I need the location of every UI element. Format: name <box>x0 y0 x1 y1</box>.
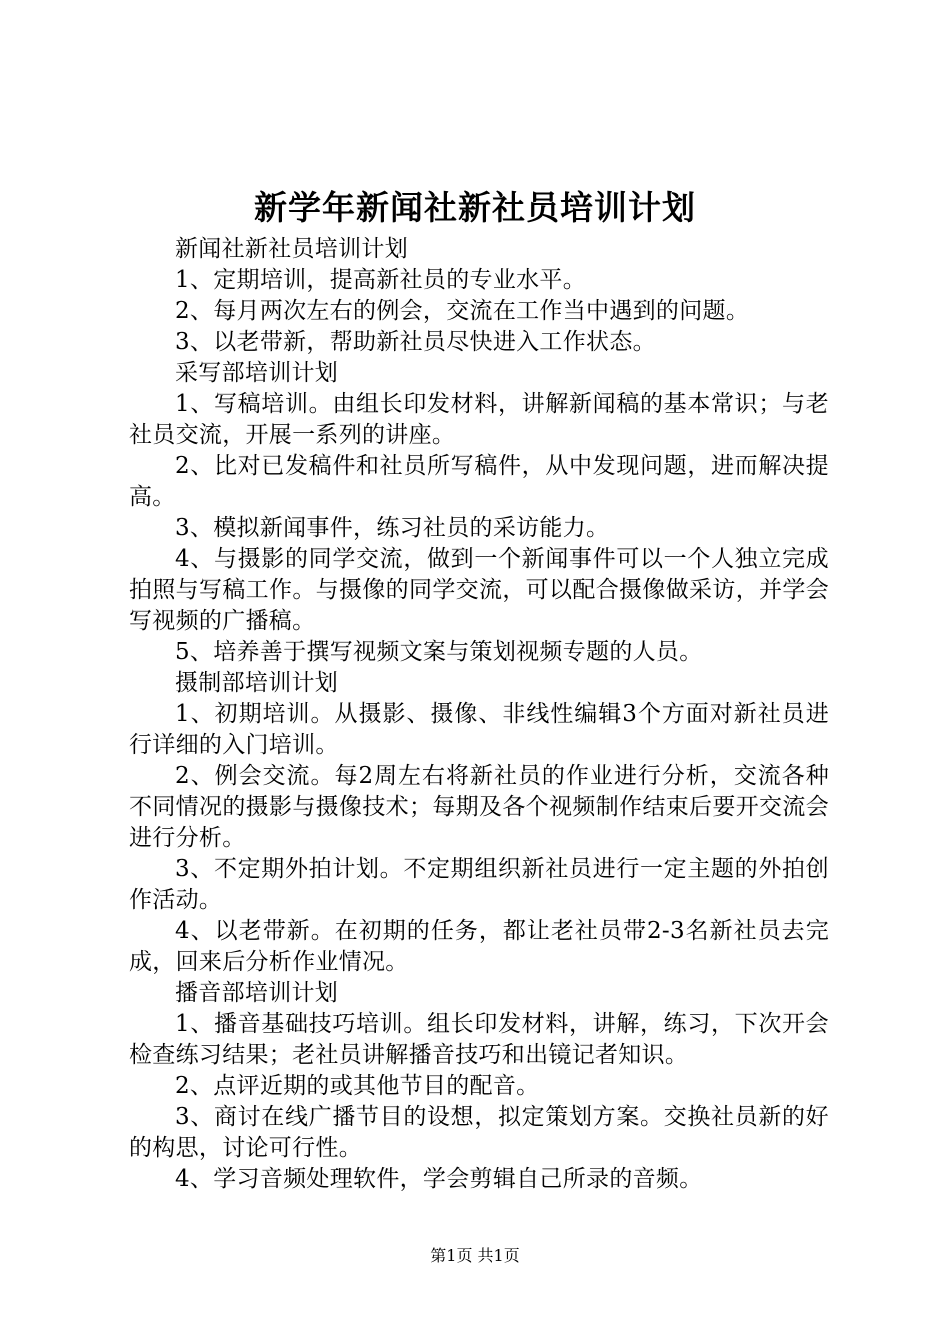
section-heading: 新闻社新社员培训计划 <box>175 236 408 262</box>
page-footer <box>0 1244 950 1268</box>
document-body <box>129 234 829 1195</box>
document-title: 新学年新闻社新社员培训计划 <box>254 188 696 227</box>
paragraph: 4、与摄影的同学交流，做到一个新闻事件可以一个人独立完成拍照与写稿工作。与摄像的同学交流，可以配合摄像做采访，并学会写视频的广播稿。 <box>129 546 829 634</box>
paragraph: 2、比对已发稿件和社员所写稿件，从中发现问题，进而解决提高。 <box>129 453 829 510</box>
paragraph: 1、初期培训。从摄影、摄像、非线性编辑3个方面对新社员进行详细的入门培训。 <box>129 701 829 758</box>
paragraph: 4、以老带新。在初期的任务，都让老社员带2-3名新社员去完成，回来后分析作业情况。 <box>129 918 829 975</box>
paragraph: 2、点评近期的或其他节目的配音。 <box>175 1073 540 1099</box>
section-heading: 播音部培训计划 <box>175 980 339 1006</box>
paragraph: 4、学习音频处理软件，学会剪辑自己所录的音频。 <box>175 1166 703 1192</box>
paragraph: 3、商讨在线广播节目的设想，拟定策划方案。交换社员新的好的构思，讨论可行性。 <box>129 1104 829 1161</box>
paragraph: 2、例会交流。每2周左右将新社员的作业进行分析，交流各种不同情况的摄影与摄像技术；每期及各个视频制作结束后要开交流会进行分析。 <box>129 763 829 851</box>
paragraph: 3、模拟新闻事件，练习社员的采访能力。 <box>175 515 610 541</box>
paragraph: 1、写稿培训。由组长印发材料，讲解新闻稿的基本常识；与老社员交流，开展一系列的讲座。 <box>129 391 829 448</box>
paragraph: 2、每月两次左右的例会，交流在工作当中遇到的问题。 <box>175 298 750 324</box>
paragraph: 3、不定期外拍计划。不定期组织新社员进行一定主题的外拍创作活动。 <box>129 856 829 913</box>
section-heading: 摄制部培训计划 <box>175 670 339 696</box>
paragraph: 1、播音基础技巧培训。组长印发材料，讲解，练习，下次开会检查练习结果；老社员讲解播音技巧和出镜记者知识。 <box>129 1011 829 1068</box>
paragraph: 1、定期培训，提高新社员的专业水平。 <box>175 267 587 293</box>
paragraph: 5、培养善于撰写视频文案与策划视频专题的人员。 <box>175 639 703 665</box>
page-indicator: 第1页 共1页 <box>430 1246 520 1265</box>
section-heading: 采写部培训计划 <box>175 360 339 386</box>
paragraph: 3、以老带新，帮助新社员尽快进入工作状态。 <box>175 329 656 355</box>
